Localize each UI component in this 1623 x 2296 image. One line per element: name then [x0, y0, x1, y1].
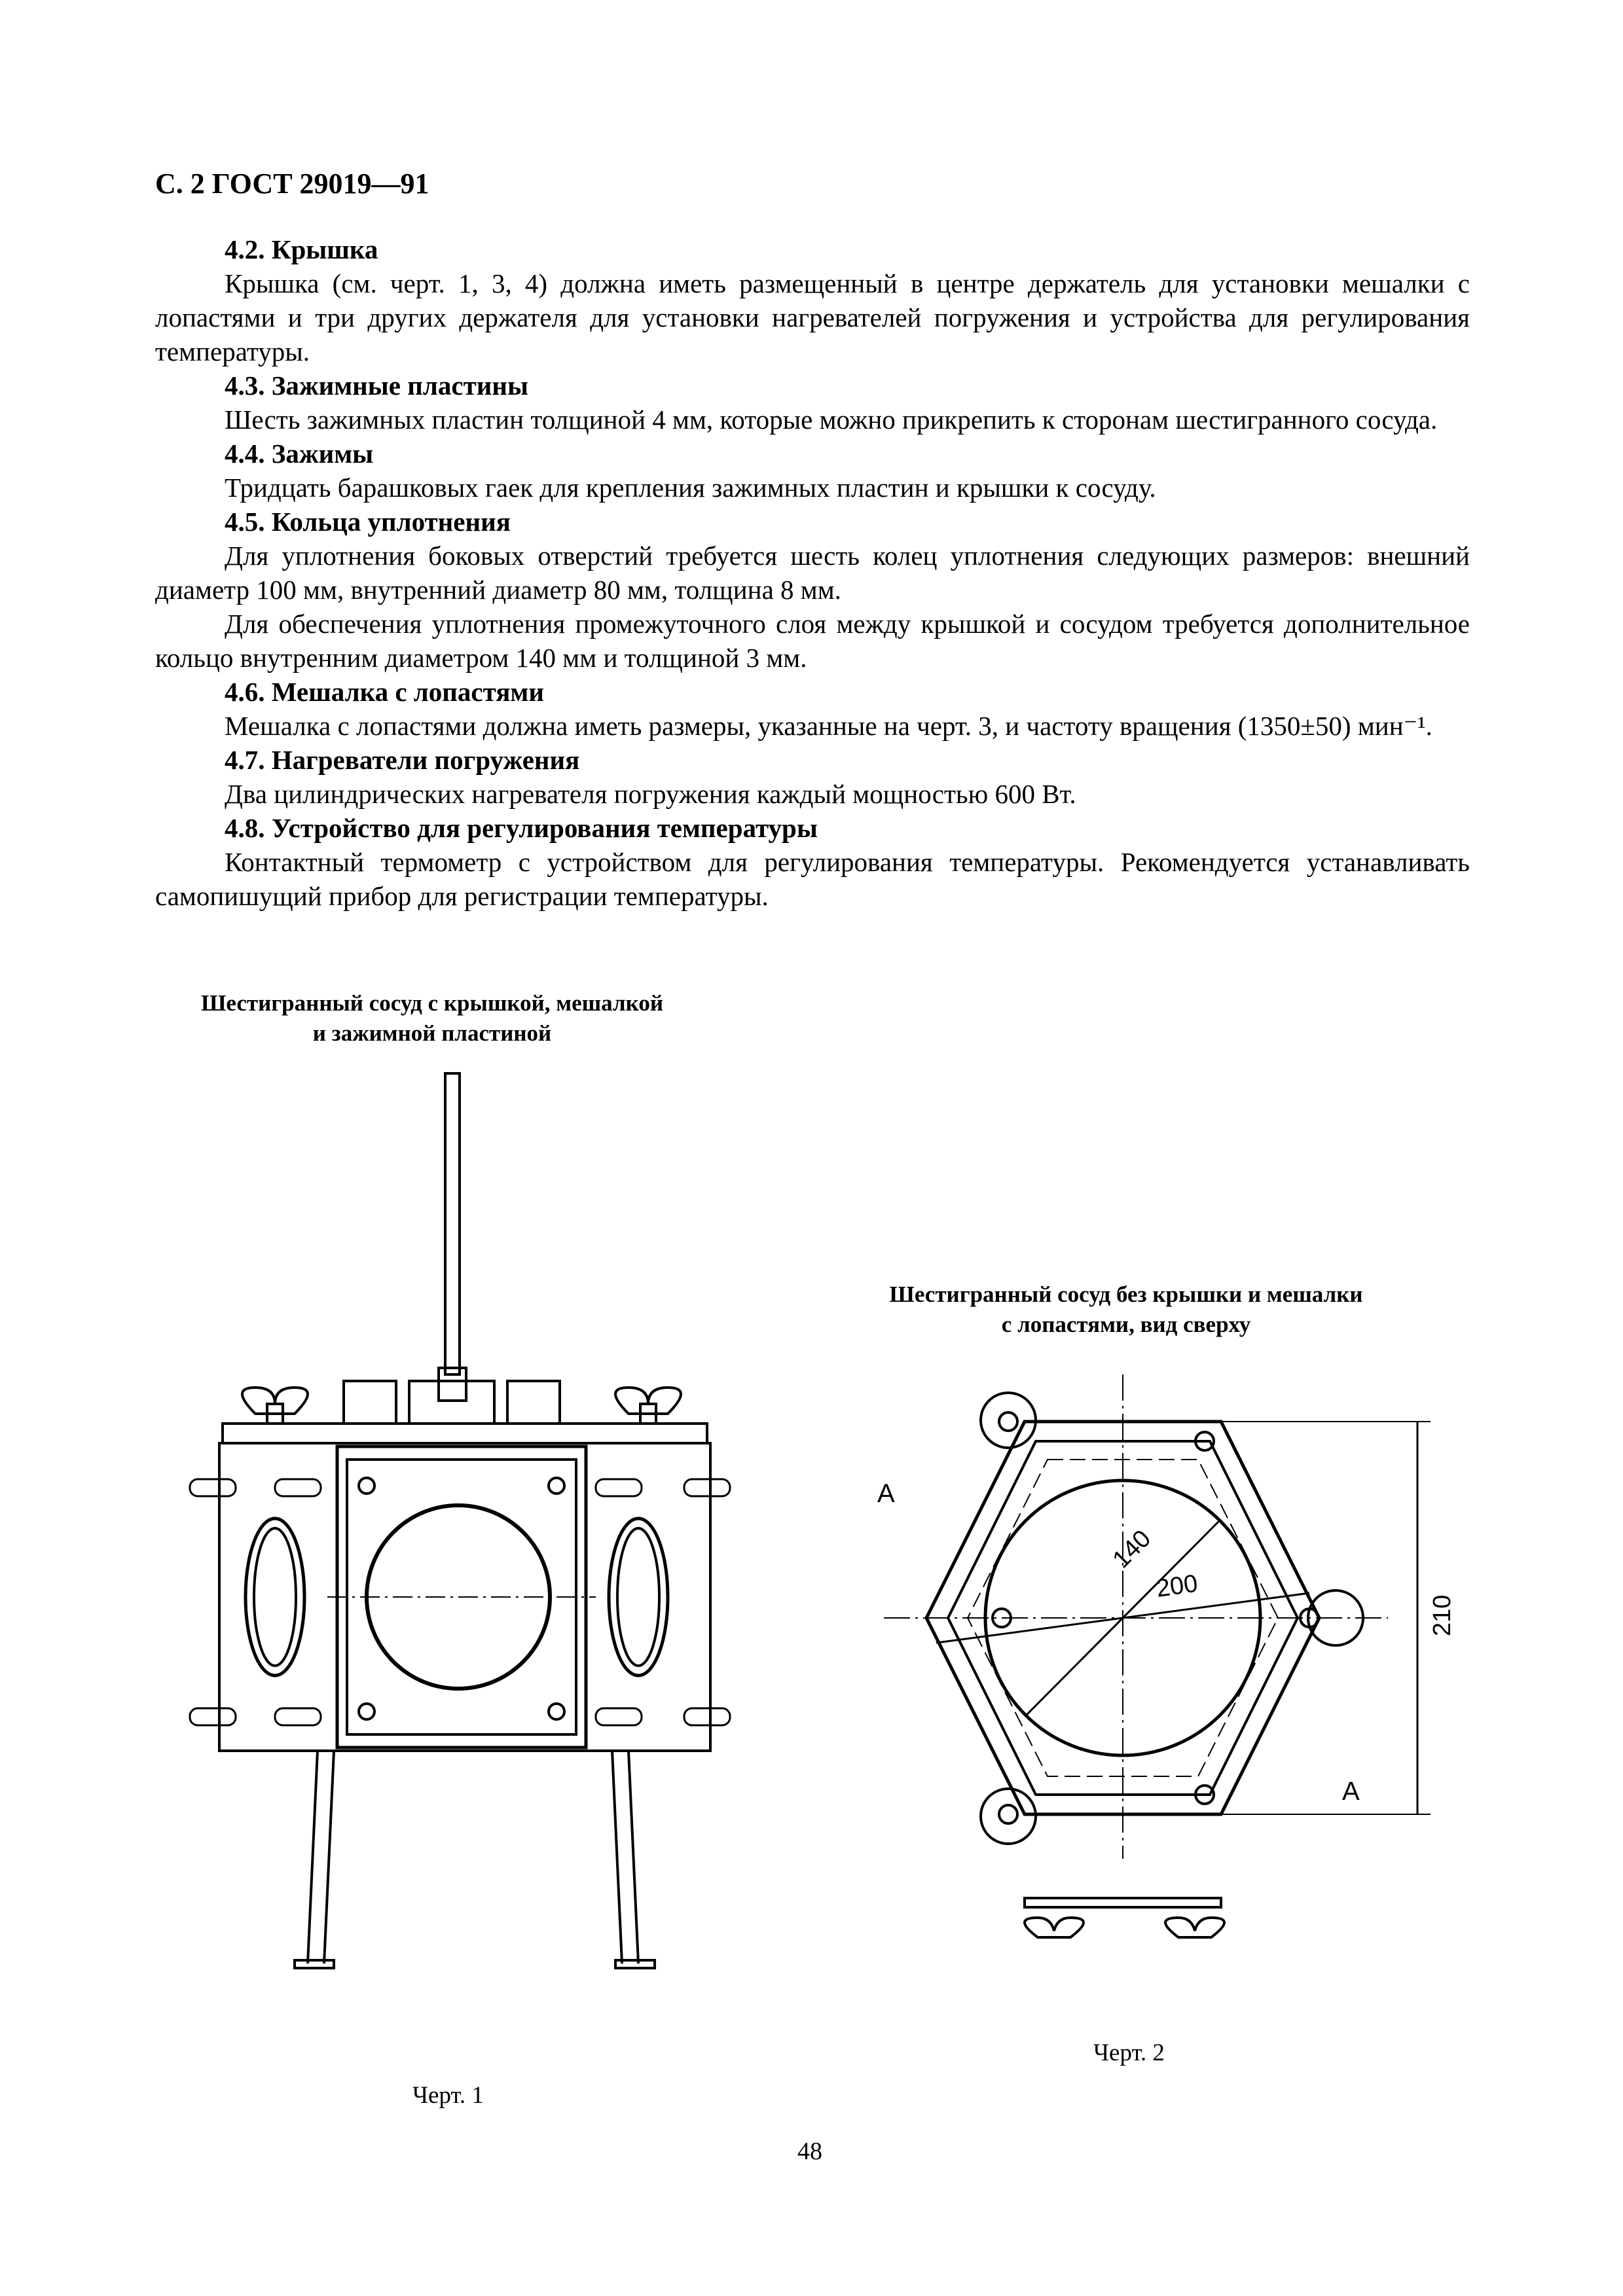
section-title: 4.6. Мешалка с лопастями: [225, 677, 544, 707]
figure1-caption-line1: Шестигранный сосуд с крышкой, мешалкой: [201, 990, 663, 1016]
section-paragraph: Крышка (см. черт. 1, 3, 4) должна иметь размещенный в центре держатель для установки мешалки с лопастями и три других держателя для установки нагревателей погружения и устройства для регулирования температуры.: [155, 268, 1470, 367]
figure2-caption: [812, 1280, 1440, 1340]
section-title: 4.3. Зажимные пластины: [225, 370, 528, 401]
page-number: 48: [797, 2138, 822, 2165]
figure1-drawing: [177, 1060, 753, 1983]
vessel-lid: [223, 1424, 707, 1443]
bolt-icon: [190, 1708, 236, 1725]
bolt-icon: [275, 1708, 321, 1725]
dim-140-label: 140: [1107, 1524, 1157, 1574]
figure1-caption-line2: и зажимной пластиной: [312, 1020, 552, 1046]
figure1-caption: [151, 988, 714, 1049]
vessel-legs: [295, 1751, 655, 1968]
section-paragraph: Контактный термометр с устройством для регулирования температуры. Рекомендуется устанавливать самопишущий прибор для регистрации температуры.: [155, 847, 1470, 911]
section-title: 4.2. Крышка: [225, 234, 378, 264]
bolt-icon: [359, 1704, 374, 1719]
dim-200-label: 200: [1154, 1570, 1200, 1603]
bolt-icon: [596, 1479, 642, 1496]
wing-nut-icon: [615, 1388, 681, 1424]
lid-holder-center: [409, 1381, 494, 1424]
section-title: 4.4. Зажимы: [225, 439, 374, 469]
section-paragraph: Тридцать барашковых гаек для крепления зажимных пластин и крышки к сосуду.: [225, 473, 1156, 503]
section-mark-top: A: [877, 1479, 895, 1508]
figure2-drawing: [812, 1361, 1480, 1983]
section-paragraph: Для уплотнения боковых отверстий требуется шесть колец уплотнения следующих размеров: внешний диаметр 100 мм, внутренний диаметр 80 мм, толщина 8 мм.: [155, 541, 1470, 605]
section-title: 4.7. Нагреватели погружения: [225, 745, 580, 775]
bolt-icon: [549, 1478, 564, 1494]
lid-holder-left: [344, 1381, 396, 1424]
wing-nut-icon: [1165, 1918, 1224, 1937]
dim-210-label: 210: [1429, 1594, 1456, 1636]
figure2-caption-line1: Шестигранный сосуд без крышки и мешалки: [889, 1282, 1363, 1307]
stirrer-shaft: [445, 1073, 460, 1374]
side-opening-left-inner: [254, 1528, 296, 1666]
wing-lug: [981, 1789, 1036, 1844]
figure2-caption-line2: с лопастями, вид сверху: [1001, 1312, 1251, 1337]
wing-nut-icon: [1025, 1918, 1084, 1937]
section-title: 4.8. Устройство для регулирования температуры: [225, 813, 818, 843]
page-header: С. 2 ГОСТ 29019—91: [155, 168, 429, 200]
section-paragraph: Мешалка с лопастями должна иметь размеры, указанные на черт. 3, и частоту вращения (1350±50) мин⁻¹.: [225, 711, 1432, 741]
bolt-icon: [275, 1479, 321, 1496]
bolt-icon: [190, 1479, 236, 1496]
figure1-label: Черт. 1: [412, 2082, 484, 2109]
bolt-icon: [549, 1704, 564, 1719]
clamping-plate-bottom: [1025, 1898, 1221, 1907]
stirrer-holder: [439, 1368, 466, 1401]
bolt-icon: [999, 1412, 1017, 1431]
bolt-icon: [596, 1708, 642, 1725]
bolt-icon: [359, 1478, 374, 1494]
body-text: [155, 232, 1470, 913]
figure2-label: Черт. 2: [1093, 2039, 1165, 2066]
bolt-icon: [684, 1708, 730, 1725]
bolt-icon: [684, 1479, 730, 1496]
section-title: 4.5. Кольца уплотнения: [225, 507, 511, 537]
lid-holder-right: [507, 1381, 560, 1424]
section-paragraph: Шесть зажимных пластин толщиной 4 мм, которые можно прикрепить к сторонам шестигранного сосуда.: [225, 404, 1438, 435]
section-paragraph: Два цилиндрических нагревателя погружения каждый мощностью 600 Вт.: [225, 779, 1076, 809]
side-opening-right-inner: [617, 1528, 659, 1666]
bolt-icon: [999, 1805, 1017, 1823]
section-paragraph: Для обеспечения уплотнения промежуточного слоя между крышкой и сосудом требуется дополнительное кольцо внутренним диаметром 140 мм и толщиной 3 мм.: [155, 609, 1470, 673]
section-mark-bottom: A: [1342, 1777, 1360, 1806]
wing-nut-icon: [242, 1388, 308, 1424]
